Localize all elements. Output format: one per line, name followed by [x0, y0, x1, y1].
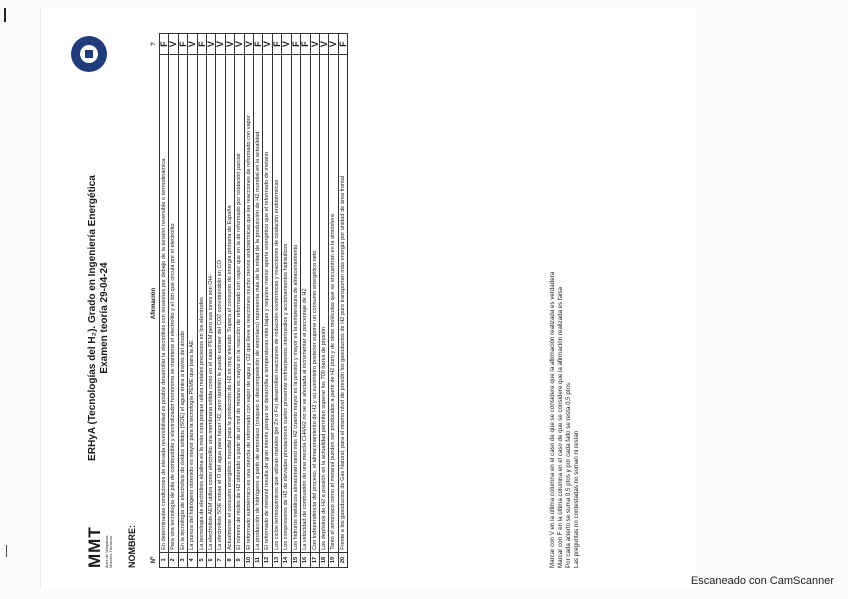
scan-watermark: Escaneado con CamScanner [690, 575, 834, 587]
answer-mark[interactable]: V [328, 34, 337, 55]
statement-text: La producción de hidrógeno a partir de amoníaco (craqueo o descomposición de amoníaco) representa más de la mitad de la producción de H2 mundial en la actualidad [253, 55, 262, 553]
table-row [291, 34, 300, 568]
table-row [159, 34, 168, 568]
row-number: 2 [168, 552, 177, 567]
instruction-line: Marcar con V en la última columna en el caso de que se considere que la afirmación realizada es verdadera [548, 271, 556, 568]
answer-mark[interactable]: V [215, 34, 224, 55]
row-number: 11 [253, 552, 262, 567]
statement-text: En determinadas condiciones de elevada reversibilidad es posible desarrollar la electrólisis con tensiones por debajo de la tensión reversible o termodinámica. [159, 55, 168, 553]
title-line: ERHyA (Tecnologías del H₂). Grado en Ingeniería Energética [86, 175, 98, 461]
statement-text: El número de moles de H2 obtenido a partir de un mol de metano es mayor en la reacción de reformado con vapor que en la de reformado por oxidación parcial [234, 55, 243, 553]
statement-text: El reformado de metanol resulta de gran interés porque se desarrolla a temperaturas más bajas y requiere menor aporte energético que el reformado de metano [262, 55, 271, 553]
answer-mark[interactable]: F [178, 34, 187, 55]
statement-text: En la tecnología de electrolisis de óxidos sólidos (SOE) el agua entra a través del ánodo [178, 55, 187, 553]
logo-text: MMT [84, 526, 104, 568]
col-mark-header: ? [150, 42, 157, 46]
answer-mark[interactable]: F [253, 34, 262, 55]
row-number: 15 [291, 552, 300, 567]
logo-subtitle: Área de Máquinas [103, 535, 109, 568]
table-row [319, 34, 328, 568]
answer-mark[interactable]: V [168, 34, 177, 55]
statement-text: Los depósitos de H2 a presión en la actualidad permiten superar los 700 bares de presión [319, 55, 328, 553]
table-row [310, 34, 319, 568]
row-number: 16 [300, 552, 309, 567]
table-row [300, 34, 309, 568]
answer-mark[interactable]: V [225, 34, 234, 55]
table-row [234, 34, 243, 568]
statement-text: Actualmente el consumo energético mundial para la producción de H2 es muy elevado. Supera el consumo de energía primaria de España [225, 55, 234, 553]
instruction-line: Las preguntas no contestadas no suman ni restan [572, 430, 580, 568]
row-number: 7 [215, 552, 224, 567]
statement-text: Tanto el amoníaco como el metanol pueden ser producidos a partir de H2 puro y de otras moléculas que se encuentran en la atmósfera [328, 55, 337, 553]
statement-text: Los compresores de H2 de elevadas prestaciones suelen presentar enfriamientos intermedios y accionamientos hidráulicos [281, 55, 290, 553]
row-number: 1 [159, 552, 168, 567]
university-emblem-icon [71, 36, 107, 72]
statement-text: Los ciclos termoquímicos que utilizan metales (pe Zn o Fe) desarrollan reacciones de reducción exotérmicas y reacciones de oxidación endotérmicas [272, 55, 281, 553]
table-row [206, 34, 215, 568]
table-row [225, 34, 234, 568]
answer-mark[interactable]: F [291, 34, 300, 55]
row-number: 14 [281, 552, 290, 567]
table-row [178, 34, 187, 568]
row-number: 20 [338, 552, 347, 567]
answer-mark[interactable]: V [319, 34, 328, 55]
answer-mark[interactable]: V [281, 34, 290, 55]
row-number: 10 [244, 552, 253, 567]
instructions [549, 272, 581, 568]
instruction-line: Por cada acierto se suma 0,5 ptos y por cada fallo se resta 0,5 ptos. [564, 381, 572, 568]
table-row [197, 34, 206, 568]
exam-title [87, 128, 111, 508]
row-number: 13 [272, 552, 281, 567]
scan-edge-mark [4, 8, 6, 22]
table-row [338, 34, 347, 568]
answer-mark[interactable]: F [272, 34, 281, 55]
title-line: Examen teoría 29-04-24 [98, 262, 110, 374]
nombre-label: NOMBRE: [126, 525, 137, 568]
table-row [215, 34, 224, 568]
col-afirm-header: Afirmación [150, 287, 157, 320]
statement-text: Frente a los gasoductos de Gas Natural, para el mismo nivel de presión los gasoductos de H2 puro transportan más energía por unidad de área frontal [338, 55, 347, 553]
answer-mark[interactable]: F [300, 34, 309, 55]
table-row [328, 34, 337, 568]
statement-text: La electrolisis AEM utiliza como electrolito una membrana sólida como en el caso PEM pero sus iones son OH- [206, 55, 215, 553]
answer-mark[interactable]: F [197, 34, 206, 55]
statement-text: La pureza del hidrógeno obtenido es mayor para la tecnología PEME que para la AE [187, 55, 196, 553]
row-number: 5 [197, 552, 206, 567]
answer-mark[interactable]: V [310, 34, 319, 55]
scan-edge-mark [6, 545, 7, 557]
instruction-line: Marcar con F en la última columna en el caso de que se considere que la afirmación realizada es falsa [556, 287, 564, 568]
answer-mark[interactable]: F [338, 34, 347, 55]
row-number: 12 [262, 552, 271, 567]
table-row [187, 34, 196, 568]
row-number: 8 [225, 552, 234, 567]
statement-text: La tecnología de electrólisis alcalina es la más cara porque utiliza metales preciosos en los electrodos [197, 55, 206, 553]
table-row [244, 34, 253, 568]
table-row [272, 34, 281, 568]
table-row [262, 34, 271, 568]
answer-mark[interactable]: F [159, 34, 168, 55]
answer-mark[interactable]: V [206, 34, 215, 55]
row-number: 9 [234, 552, 243, 567]
mmt-logo [85, 526, 113, 568]
logo-subtitle: Motores Térmicos [107, 536, 113, 568]
statement-text: El reformado autotérmico es una mezcla de reformado con vapor de agua y O2 que lleva a reacciones mucho menos endotérmicas que las reacciones de reformado con vapor [244, 55, 253, 553]
row-number: 4 [187, 552, 196, 567]
rotated-page-content [49, 18, 689, 578]
row-number: 18 [319, 552, 328, 567]
table-row [168, 34, 177, 568]
statement-text: La velocidad de combustión de una mezcla CH4/H2 no se ve afectada al incrementar el porcentaje de H2 [300, 55, 309, 553]
statement-text: Los hidruros metálicos almacenan tanto más H2 cuanto mayor es la presión y mayor es la temperatura de almacenamiento [291, 55, 300, 553]
row-number: 6 [206, 552, 215, 567]
statement-text: Para una tecnología de pila de combustible y electrolizador homónima se mantiene el electrolito y el ión que circula por el electrolito [168, 55, 177, 553]
statements-table [149, 33, 348, 568]
answer-mark[interactable]: V [234, 34, 243, 55]
row-number: 3 [178, 552, 187, 567]
row-number: 19 [328, 552, 337, 567]
row-number: 17 [310, 552, 319, 567]
answer-mark[interactable]: V [262, 34, 271, 55]
statement-text: Con independencia del proceso, el almacenamiento de H2 y su suministro posterior supone un consumo energético neto [310, 55, 319, 553]
exam-sheet [40, 8, 696, 588]
answer-mark[interactable]: V [187, 34, 196, 55]
table-row [253, 34, 262, 568]
col-num-header: Nº [150, 556, 157, 564]
answer-mark[interactable]: V [244, 34, 253, 55]
statement-text: La electrolisis SOE extrae el O del agua para hacer H2, pero también le puede extraer del CO2 convirtiéndolo en CO [215, 55, 224, 553]
table-row [281, 34, 290, 568]
